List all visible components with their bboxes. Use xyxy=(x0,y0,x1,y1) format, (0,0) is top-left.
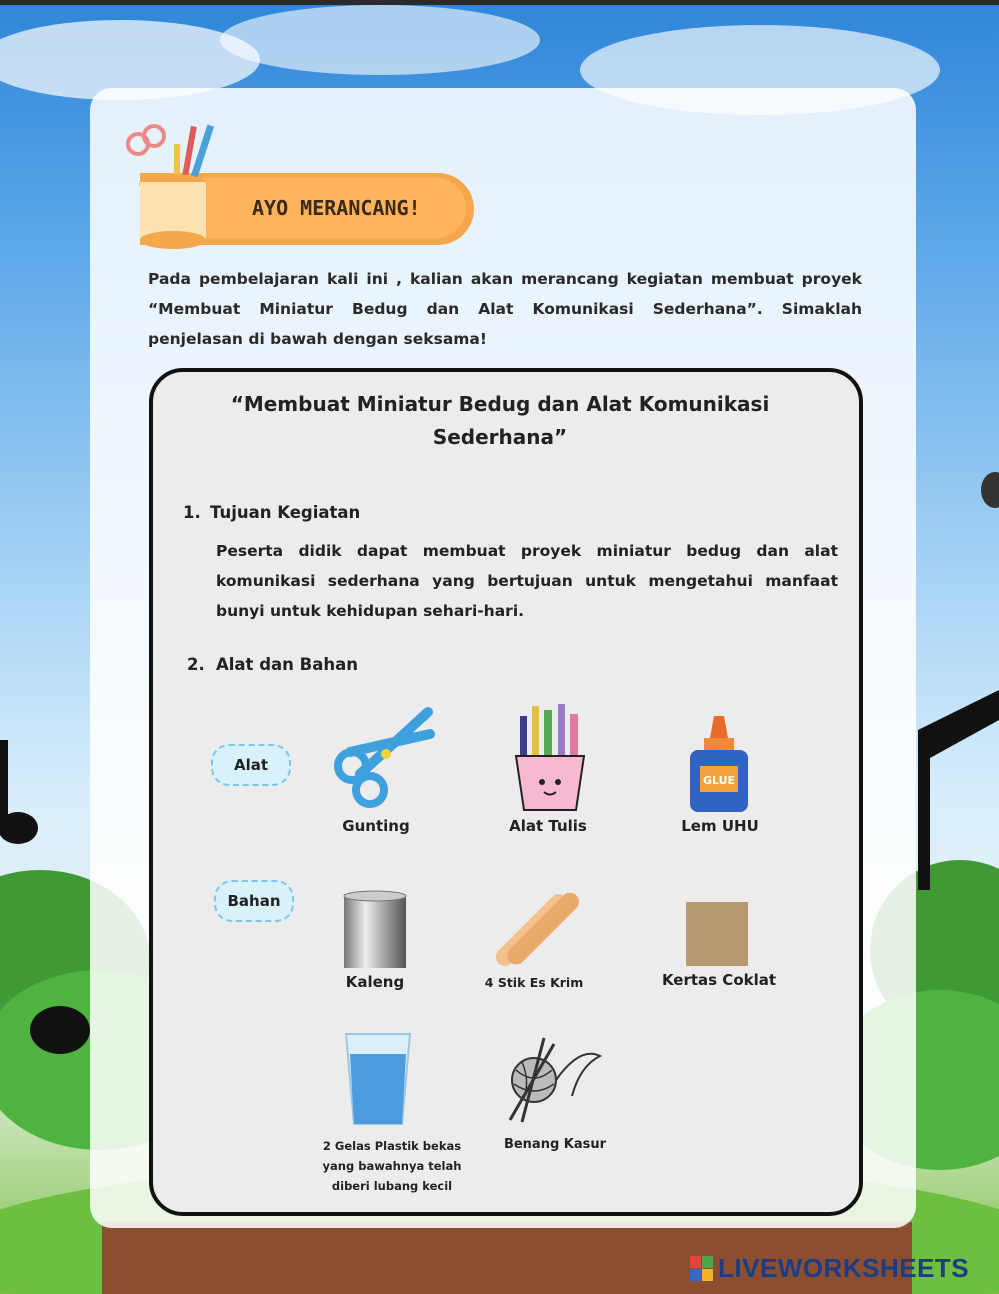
stationery-cup-icon xyxy=(510,700,590,812)
project-title-line-2: Sederhana” xyxy=(432,425,568,449)
project-title-line-1: “Membuat Miniatur Bedug dan Alat Komunikasi xyxy=(230,392,770,416)
brown-paper-swatch xyxy=(686,902,748,966)
bahan-item-label: Kertas Coklat xyxy=(661,971,777,989)
section-1-text: Peserta didik dapat membuat proyek miniatur bedug dan alat komunikasi sederhana yang bertujuan untuk mengetahui manfaat bunyi untuk kehidupan sehari-hari. xyxy=(216,542,838,620)
section-1-title: Tujuan Kegiatan xyxy=(210,503,361,522)
bahan-item-label: Kaleng xyxy=(345,973,405,991)
alat-label: Alat xyxy=(211,744,291,786)
bahan-item-label: 2 Gelas Plastik bekas yang bawahnya telah diberi lubang kecil xyxy=(322,1139,462,1193)
bahan-item-label: Benang Kasur xyxy=(503,1137,607,1152)
liveworksheets-logo-icon xyxy=(690,1256,714,1282)
section-2-number: 2. xyxy=(187,655,205,674)
section-1-number: 1. xyxy=(183,503,201,522)
glue-text: GLUE xyxy=(702,774,736,787)
yarn-ball-icon xyxy=(500,1036,610,1126)
section-2-title: Alat dan Bahan xyxy=(216,655,358,674)
project-title xyxy=(200,388,800,454)
ice-cream-sticks-icon xyxy=(490,890,582,970)
header-title: AYO MERANCANG! xyxy=(252,196,421,220)
tin-can-icon xyxy=(342,890,408,972)
bahan-item-label: 4 Stik Es Krim xyxy=(484,975,584,990)
bahan-label: Bahan xyxy=(214,880,294,922)
alat-item-label: Alat Tulis xyxy=(509,817,587,835)
top-bar xyxy=(0,0,999,5)
plastic-cup-icon xyxy=(344,1030,412,1126)
scissors-icon xyxy=(330,704,440,808)
intro-text: Pada pembelajaran kali ini , kalian akan merancang kegiatan membuat proyek “Membuat Miniatur Bedug dan Alat Komunikasi Sederhana”. Simaklah penjelasan di bawah dengan seksama! xyxy=(148,270,862,348)
alat-item-label: Gunting xyxy=(342,817,410,835)
liveworksheets-watermark[interactable]: LIVEWORKSHEETS xyxy=(718,1253,970,1283)
pencil-cup-icon xyxy=(118,104,228,254)
glue-bottle-icon xyxy=(686,716,752,814)
alat-item-label: Lem UHU xyxy=(681,817,759,835)
